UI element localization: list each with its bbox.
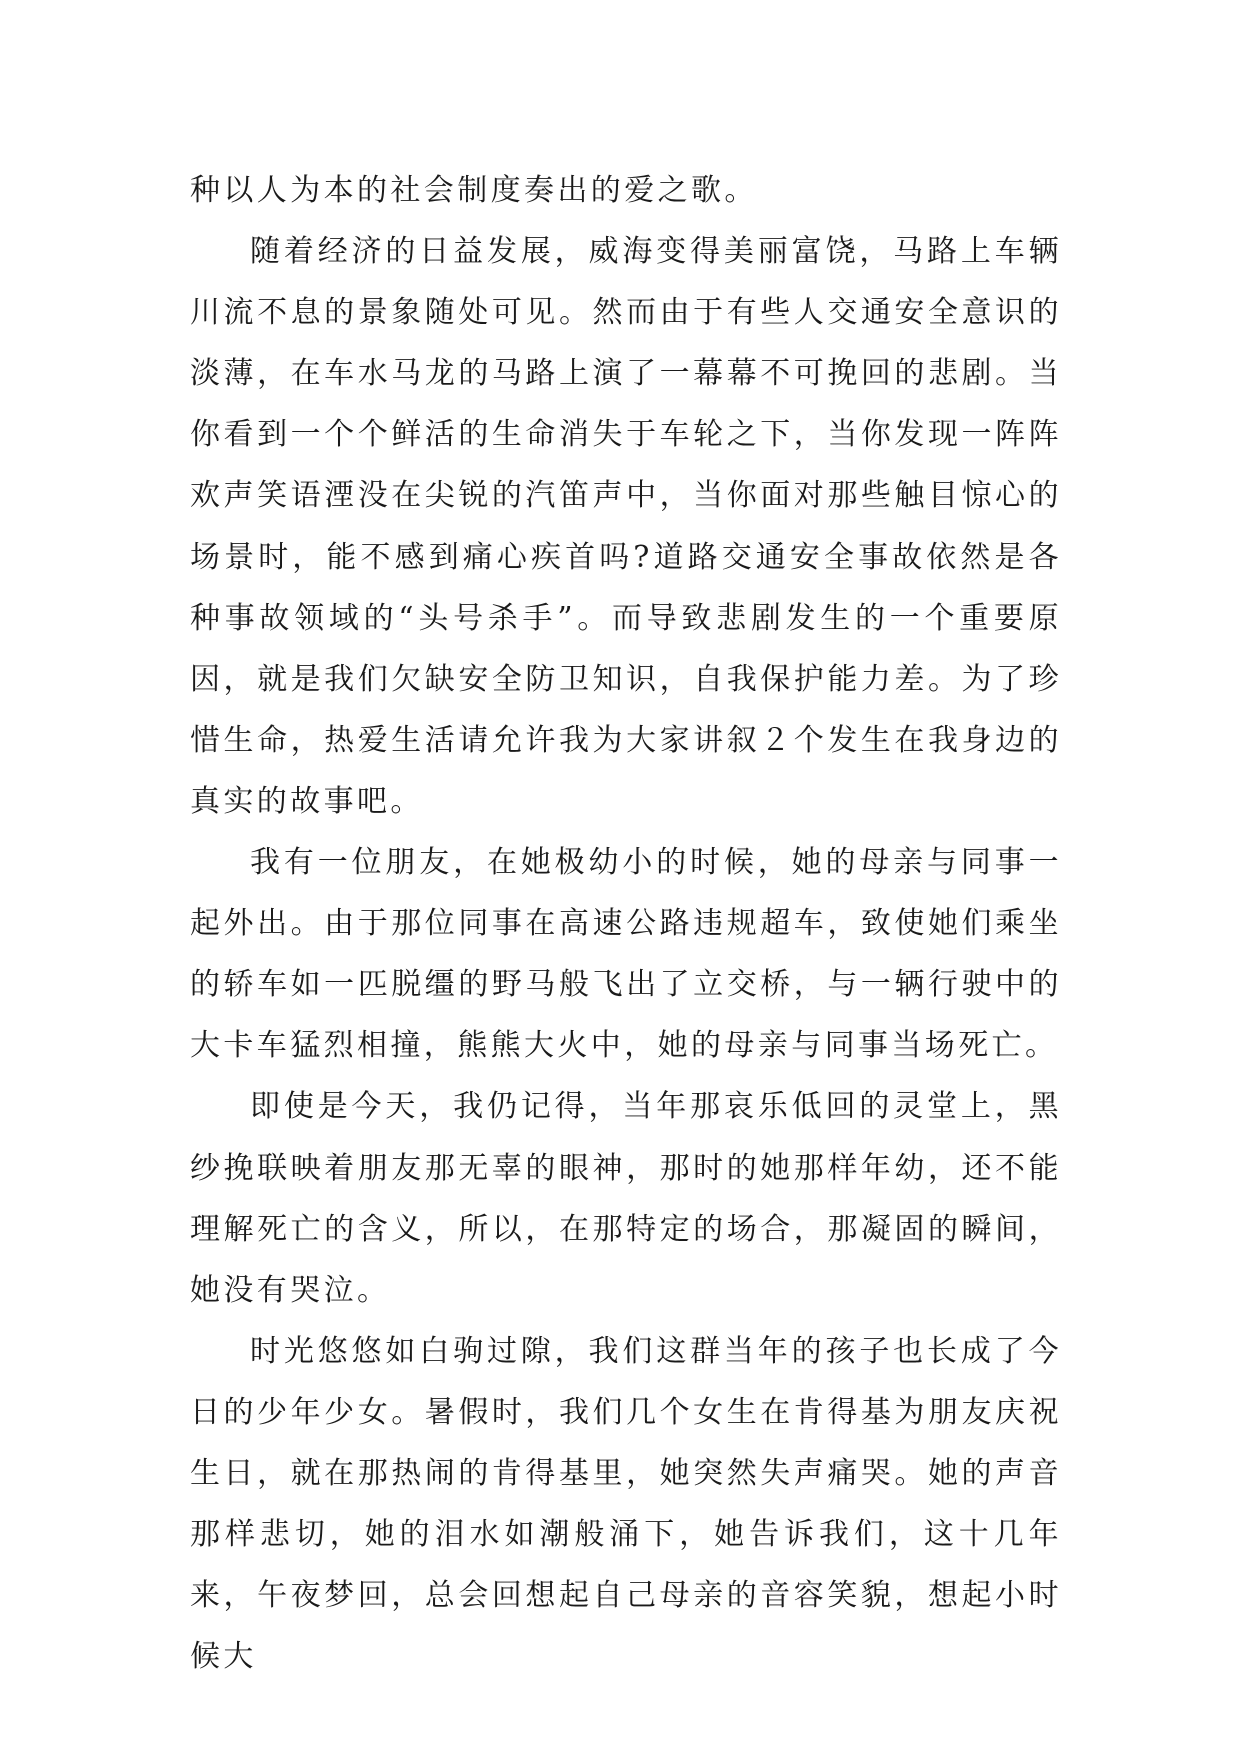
paragraph-3: 我有一位朋友，在她极幼小的时候，她的母亲与同事一起外出。由于那位同事在高速公路违规超车，致使她们乘坐的轿车如一匹脱缰的野马般飞出了立交桥，与一辆行驶中的大卡车猛烈相撞，熊熊大火中，她的母亲与同事当场死亡。 [190,845,1062,1064]
paragraph-4: 即使是今天，我仍记得，当年那哀乐低回的灵堂上，黑纱挽联映着朋友那无辜的眼神，那时的她那样年幼，还不能理解死亡的含义，所以，在那特定的场合，那凝固的瞬间，她没有哭泣。 [190,1089,1062,1308]
paragraph-2: 随着经济的日益发展，威海变得美丽富饶，马路上车辆川流不息的景象随处可见。然而由于有些人交通安全意识的淡薄，在车水马龙的马路上演了一幕幕不可挽回的悲剧。当你看到一个个鲜活的生命消失于车轮之下，当你发现一阵阵欢声笑语湮没在尖锐的汽笛声中，当你面对那些触目惊心的场景时，能不感到痛心疾首吗?道路交通安全事故依然是各种事故领域的“头号杀手”。而导致悲剧发生的一个重要原因，就是我们欠缺安全防卫知识，自我保护能力差。为了珍惜生命，热爱生活请允许我为大家讲叙２个发生在我身边的真实的故事吧。 [190,234,1062,819]
document-page [190,160,1062,1687]
paragraph-5: 时光悠悠如白驹过隙，我们这群当年的孩子也长成了今日的少年少女。暑假时，我们几个女生在肯得基为朋友庆祝生日，就在那热闹的肯得基里，她突然失声痛哭。她的声音那样悲切，她的泪水如潮般涌下，她告诉我们，这十几年来，午夜梦回，总会回想起自己母亲的音容笑貌，想起小时候大 [190,1333,1062,1675]
paragraph-1: 种以人为本的社会制度奏出的爱之歌。 [190,173,758,208]
